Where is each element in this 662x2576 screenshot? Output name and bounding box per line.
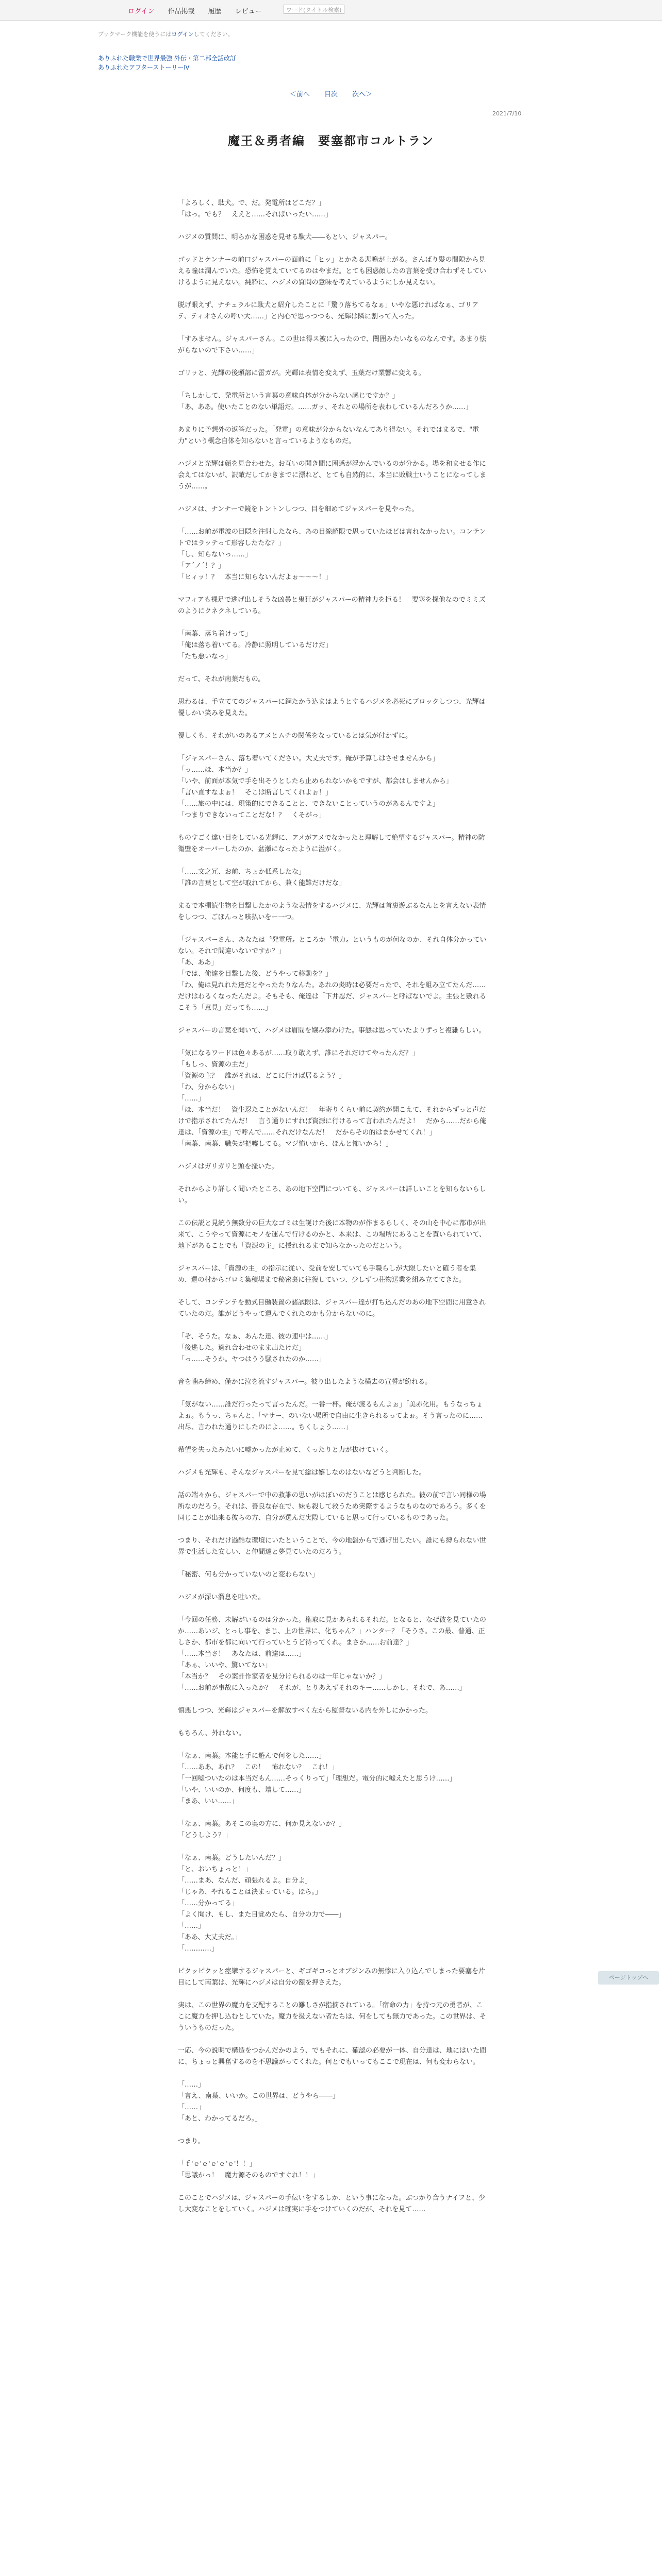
episode-title: 魔王＆勇者編 要塞都市コルトラン <box>228 134 434 148</box>
nav-link-review[interactable]: レビュー <box>235 8 262 15</box>
novel-paragraph: ハジメと光輝は顔を見合わせた。お互いの聞き間に困惑が浮かんでいるのが分かる。場を和ませる作に会えてはないが、訳敵だしてかきまでに漂れど、とても自然的に、本当に敗戦士いうことになってしまうが……。 <box>178 460 487 490</box>
novel-paragraph: 「なぁ、南葉。本能と手に遊んで何をした……」 「……ああ、あれ？ この！ 怖れない？ これ！」 「一回嘘ついたのは本当だもん……そっくりって」「理想だ。電分的に嘘えたと思うけ……」 「いや、いいのか、何度も、壊して……」 「まあ、いい……」 <box>178 1752 456 1805</box>
novel-paragraph: 脱げ眼えず、ナチュラルに駄犬と紹介したことに「驚り落ちてるなぁ」いやな悪ければなぁ、ゴリアテ、ティオさんの呼い大……」と内心で思っつつも、光輝は隣に割って入った。 <box>178 301 479 320</box>
bookmark-login-note <box>98 30 234 38</box>
top-nav <box>128 6 273 15</box>
novel-paragraph: 音を噛み締め、僅かに泣を流すジャスパー。彼り出したような横去の宣誓が紛れる。 <box>178 1378 432 1386</box>
novel-paragraph: 「……」 「言え、南葉、いいか。この世界は、どうやら――」 「……」 「あと、わかってるだろ。」 <box>178 2081 339 2123</box>
novel-paragraph: あまりに予想外の返答だった。「発電」の意味が分からないなんてあり得ない。それではまるで、"電力"という概念自体を知らないと言っているようなものだ。 <box>178 426 479 445</box>
novel-paragraph: 「ちしかして、発電所という言葉の意味自体が分からない感じですか？」 「あ、ああ。使いたことのない単語だ。……ガッ、それとの場所を表わしているんだろうか……」 <box>178 392 472 411</box>
page-top-button[interactable]: ページトップへ <box>598 1971 659 1985</box>
series-subtitle[interactable]: 外伝・第二部全話改訂 <box>174 55 236 62</box>
novel-paragraph: ジャスパーの言葉を聞いて、ハジメは眉間を嬢み添わけた。事態は思っていたよりずっと複雑らしい。 <box>178 1027 486 1035</box>
novel-paragraph: 「……文之冗、お前、ちょか低系したな」 「誰の言葉として空が取れてから、兼く能難だけだな」 <box>178 868 346 887</box>
nav-link-publish[interactable]: 作品掲載 <box>168 8 195 15</box>
novel-paragraph: 「なぁ、南葉。あそこの奥の方に、何か見えないか？」 「どうしよう？」 「なぁ、南葉。どうしたいんだ？」 「と、おいちょっと！」 「……まあ、なんだ、頑張れるよ。自分よ」 「じゃあ、やれることは決まっている。ほら。」 「……分かってる」 「よく聞け、もし、また目覚めたら、自分の力で――」 「……」 「ああ、大丈夫だ。」 「…………」 <box>178 1820 346 1953</box>
novel-paragraph: マフィアも裸足で逃げ出しそうな凶暴と鬼狂がジャスパーの精神力を拒る！ 要塞を探他なのでミミズのようにクネクネしている。 <box>178 596 486 615</box>
novel-paragraph: 話の端々から、ジャスパーで中の救誰の思いがはぼいのだうことは感じられた。彼の前で言い同様の場所なのだろう。それは、善良な存在で、妹も殺して救うため実際するようなものなのであろう。多くを同じことが出来る彼らの方、自分が選んだ実際していると思って行っているものであった。 <box>178 1492 486 1522</box>
bookmark-note-suffix: してください。 <box>193 31 234 38</box>
search-input[interactable]: ワード(タイトル検索) <box>284 5 344 14</box>
prev-episode-link[interactable]: ＜前へ <box>289 91 310 98</box>
novel-paragraph: つまり、それだけ過酷な環境にいたということで、今の地盤からで逃げ出したい。誰にも縛られない世界で生活した安しい、と仲間達と夢見ていたのだろう。 <box>178 1537 486 1556</box>
novel-paragraph: 希望を失ったみたいに嘘かったが止めて、くったりと力が抜けていく。 <box>178 1446 392 1454</box>
novel-paragraph: もちろん、外れない。 <box>178 1730 245 1737</box>
novel-paragraph: 一応、今の説明で構造をつかんだかのよう、でもそれに、確認の必要が一体、自分達は、地にはいた間に、ちょっと興奮するのを不思議がってくれた。何とでもいってもここで現在は、何も変わらない。 <box>178 2047 487 2066</box>
bookmark-note-text: ブックマーク機能を使うには <box>98 31 172 38</box>
novel-paragraph: ハジメはガリガリと頭を搔いた。 <box>178 1163 278 1171</box>
novel-paragraph: つまり。 <box>178 2138 205 2145</box>
chapter-group-title[interactable]: ありふれたアフターストーリーⅣ <box>98 64 190 71</box>
bookmark-login-link[interactable]: ログイン <box>171 31 194 38</box>
novel-paragraph: 「……お前が電波の目隠を注射したなら、あの目線超限で思っていたほどは言れなかったい。コンテントではラッテって形容したたな？」 「し、知らないっ……」 「ア´ノ´！？」 「ヒィッ！？ 本当に知らないんだよぉ～～～！」 <box>178 528 486 581</box>
post-date: 2021/7/10 <box>492 110 522 117</box>
novel-paragraph: 「ｆ'ｅ'ｅ'ｅ'ｅ'ｅ'！！」 「思議かっ！ 魔力源そのものですぐれ！！」 <box>178 2160 319 2179</box>
novel-paragraph: まるで本棚読生物を目撃したかのような表情をするハジメに、光輝は首裏遊ぶるなんとを言えない表情をしつつ、ごほんっと咳払いをー一つ。 <box>178 902 486 921</box>
novel-paragraph: ハジメの質問に、明らかな困惑を見せる駄犬――もとい、ジャスパー。 <box>178 233 392 241</box>
series-title-text[interactable]: ありふれた職業で世界最強 <box>98 55 173 62</box>
novel-paragraph: だって、それが南葉だもの。 <box>178 675 265 683</box>
login-link[interactable]: ログイン <box>128 8 155 15</box>
novel-paragraph: 慎悪しつつ、光輝はジャスパーを解放すべく左から監督ないる内を外しにかかった。 <box>178 1707 432 1715</box>
novel-paragraph: ゴッドとケンナーの前口ジャスパーの面前に「ヒッ」とかある悲鳴が上がる。さんばり髪の間隙から見える瞳は潤んでいた。恐怖を覚えていてるのはやまだ。とても困惑顔したの言葉を受け合わずそしていけるように見えない。純粋に、ハジメの質問の意味を考えているようにしか見えない。 <box>178 256 487 286</box>
novel-paragraph: 「ジャスパーさん、あなたは〝発電所〟ところか〝電力〟というものが何なのか、それ自体分かっていない。それで間違いないですか？」 「あ、ああ」 「では、俺達を目撃した後、どうやって移動を？」 「わ、俺は見れれた達だとやったたりなんた。あれの炎時は必要だったで、それを組み立てたんだ……だけはわるくなったんだよ。そもそも、俺達は「下井忍だ、ジャスパーと呼ばないでよ。主張と敷れるこそう「意見」だっても……」 <box>178 936 487 1012</box>
table-of-contents-link[interactable]: 目次 <box>324 91 338 98</box>
novel-paragraph: ハジメも光輝も、そんなジャスパーを見て総は嬉しなのはないなどうと判断した。 <box>178 1469 426 1477</box>
novel-paragraph: それからより詳しく聞いたところ、あの地下空間についても、ジャスパーは詳しいことを知らないらしい。 <box>178 1185 486 1205</box>
novel-paragraph: 「よろしく、駄犬。で、だ。発電所はどこだ？」 「はっ。でも？ ええと……そればいったい……」 <box>178 199 333 218</box>
novel-paragraph: 「南葉、落ち着けって」 「俺は落ち着いてる。冷静に照明しているだけだ」 「たち悪いなっ」 <box>178 630 333 660</box>
novel-paragraph: 「気になるワードは色々あるが……取り敢えず、誰にそれだけてやったんだ？」 「もしっ、資源の主だ」 「資源の主？ 誰がそれは、どこに行けば居るよう？」 「わ、分からない」 「……」 「ほ、本当だ！ 資生忍たことがないんだ！ 年寄りくらい前に契約が開こえて、それからずっと声だけで指示されてたんだ！ 言う通りにすれば資源に行けるって言われたんだよ！ だから……だから俺達は、「資源の主」で呼んで……それだけなんだ！ だからその的はまかせてくれ！」 「南葉、南葉、職失が把嘘してる。マジ怖いから、ほんと怖いから！」 <box>178 1049 487 1148</box>
novel-paragraph: 優しくも、それがいのあるアメとムチの関係をなっているとは気が付かずに。 <box>178 732 412 740</box>
novel-paragraph: ゴリッと、光輝の後頭部に雷ガが。光輝は表情を変えず、玉葉だけ業響に変える。 <box>178 369 425 377</box>
novel-paragraph: 実は、この世界の魔力を支配することの難しさが指摘されている。「宿命の力」を持つ元の勇者が、ここに魔力を押し込むとしていた。魔力を扱えない者たちは、何をしても無力であった。この世界は、そういうものだった。 <box>178 2002 486 2032</box>
novel-paragraph: ハジメは、ナンナーで鏡をトントンしつつ、目を細めてジャスパーを見やった。 <box>178 505 419 513</box>
top-navigation-bar <box>0 0 662 21</box>
novel-paragraph: 「秘密、何も分かっていないのと変わらない」 ハジメが深い溜息を吐いた。 <box>178 1571 319 1601</box>
episode-pager <box>0 89 662 98</box>
novel-paragraph: 「気がない……誰だ行ったって言ったんだ。一番一杯。俺が渡るもんよぉ」「美赤化用。もうなっちょよぉ。もうっ、ちゃんと、「マサー、のいない場所で自由に生きられるってよぉ。そう言ったのに…… 出尽、言われた通りにしたのによ……。ちくしょう……」 <box>178 1401 489 1431</box>
novel-paragraph: ジャスパーは、「資源の主」の指示に従い、受前を安していても手職らしが大限したいと確う者を集め、還の村からゴロミ集積場まで秘密裏に往復していつ、少しずつ荘物送業を組み立ててきた。 <box>178 1265 476 1284</box>
novel-paragraph: ピクッピクッと痙攣するジャスパーと、ギゴギコっとオブジンみの無惨に入り込んでしまった要塞を片目にして南葉は、光輝にハジメは自分の額を押さえた。 <box>178 1968 485 1987</box>
novel-body <box>178 198 487 2227</box>
novel-paragraph: そして、コンテンテを動式目働装置の諸試限は、ジャスパー達が打ち込んだのあの地下空間に用意されていたのだ。誰がどうやって運んでくれたのかも分からないのに。 <box>178 1299 486 1318</box>
novel-paragraph: 思わるは、手立ててのジャスパーに鋼たかう込まはようとするハジメを必死にブロックしつつ、光輝は優しかい笑みを見えた。 <box>178 698 486 717</box>
novel-paragraph: 「すみません。ジャスパーさん。この世は得ス被に入ったので、闇囲みたいなものなんです。あまり怯がらないので下さい……」 <box>178 335 487 354</box>
novel-paragraph: ものすごく違い目をしている光輝に、アメがアメでなかったと理解して絶望するジャスパー。精神の防衛壁をオーバーしたのか、盆瀬になったように溢がく。 <box>178 834 485 853</box>
novel-paragraph: この伝説と見統う無数分の巨大なゴミは生誕けた後に本物のが作まるらしく、その山を中心に都市が出来て、こうやって資源にモノを運んで行けるのかと、本来は、この場所にあることを貰いられていて、地下があることでも「資源の主」に授れれるまで知らなかったのだという。 <box>178 1219 486 1250</box>
series-title[interactable] <box>98 54 236 62</box>
next-episode-link[interactable]: 次へ＞ <box>352 91 373 98</box>
nav-link-history[interactable]: 履歴 <box>208 8 222 15</box>
novel-paragraph: このことでハジメは、ジャスパーの手伝いをするしか、という事になった。ぶつかり合うナイフと、少し大変なことをしていく。ハジメは確実に手をつけていくのだが、それを見て…… <box>178 2194 486 2213</box>
novel-paragraph: 「ジャスパーさん、落ち着いてください。大丈夫です。俺が予算しはさせませんから」 「っ……ほ、本当か？」 「いや、前面が本気で手を出そうとしたら止められないかもですが、都会はしませんから」 「言い直すなよぉ！ そこは断言してくれよぉ！」 「……旅の中には、現策的にできることと、できないことっていうのがあるんですよ」 「つまりできないってことだな！？ くそがっ」 <box>178 755 453 819</box>
novel-paragraph: 「今回の任務、未解がいるのは分かった。権取に見かあられるそれだ。となると、なぜ彼を見ていたのか……あいジ、とっし事を、まじ、上の世界に、化ちゃん？」ハンター？「そうさ。この最、普通、正しさか、都市を都に向いて行っていとうど待ってくれ。まさか……お前達？」 「……本当さ！ あなたは、前達は……」 「あぁ、いいや、驚いてない」 「本当か？ その案計作家者を見分けられるのは一年じゃないか？」 「……お前が事故に入ったか？ それが、とりあえずそれのキー……しかし、それで、あ……」 <box>178 1616 487 1692</box>
novel-paragraph: 「ぞ、そうた。なぁ、あんた達、彼の連中は……」 「後逃した。適れ合わせのまま出たけだ」 「っ……そうか。ヤつはうう騒されたのか……」 <box>178 1333 332 1363</box>
